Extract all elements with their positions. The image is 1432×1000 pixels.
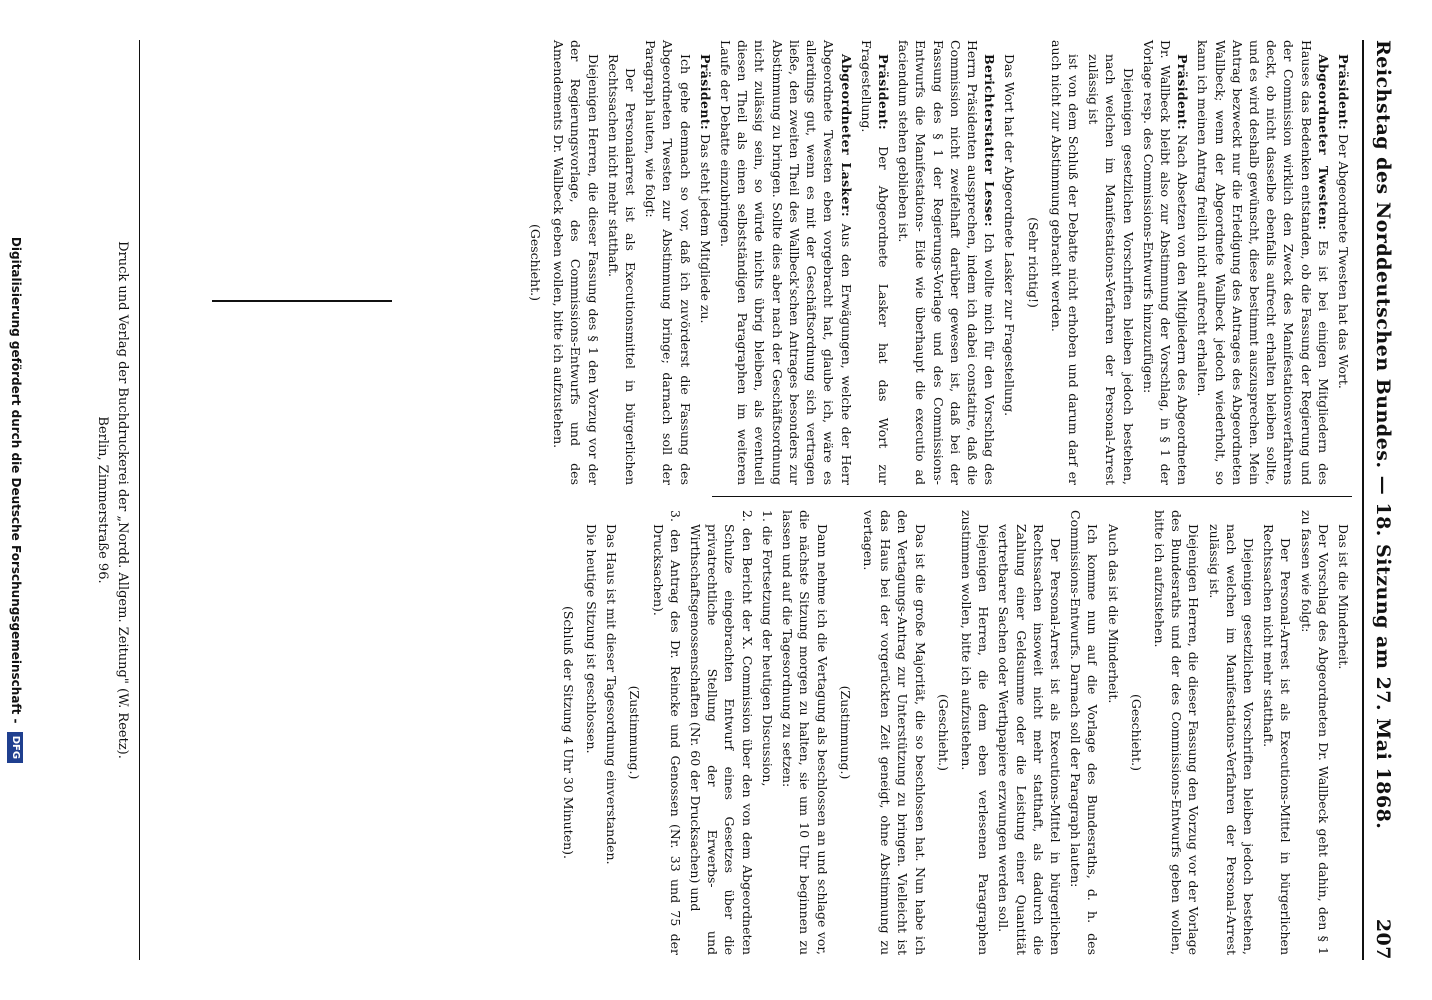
speech-text: Aus den Erwägungen, welche der Herr Abgeordnete Twesten eben vorgebracht hat, glaube ich, wäre es allerdings gut, wenn es mit der Geschäftsordnung sich vertragen ließe, den zweiten Theil des Wallbeck'schen Antrages besonders zur Abstimmung zu bringen. Sollte dies aber nach der Geschäftsordnung nicht zulässig sein, so würde nichts übrig bleiben, als eventuell diesen Theil als einen selbstständigen Paragraphen im weiteren Laufe der Debatte einzubringen.: [718, 40, 854, 485]
speech-paragraph: [1335, 40, 1352, 485]
stage-direction: (Sehr richtig!): [1025, 217, 1041, 308]
stage-direction: (Geschieht.): [935, 693, 951, 772]
speaker-name: Präsident:: [1175, 54, 1191, 131]
stage-direction: (Geschieht.): [528, 223, 544, 302]
paragraph: Das Wort hat der Abgeordnete Lasker zur Fragestellung.: [1002, 54, 1018, 417]
quoted-text: Diejenigen gesetzlichen Vorschriften bleiben jedoch bestehen, nach welchen im Manifestations-Verfahren der Personal-Arrest zulässig ist.: [1206, 524, 1256, 955]
paragraph: Das Haus ist mit dieser Tagesordnung einverstanden.: [604, 524, 620, 865]
paragraph: Diejenigen Herren, die dem eben verlesenen Paragraphen zustimmen wollen, bitte ich aufzustehen.: [958, 510, 992, 955]
paragraph: Dann nehme ich die Vertagung als beschlossen an und schlage vor, die nächste Sitzung morgen zu halten, sie um 10 Uhr beginnen zu lassen und auf die Tagesordnung zu setzen:: [780, 510, 830, 955]
paragraph: Das ist die große Majorität, die so beschlossen hat. Nun habe ich den Vertagungs-Antrag zur Unterstützung zu bringen. Vielleicht ist das Haus bei der vorgerückten Zeit geneigt, ohne Abstimmung zu vertagen.: [860, 510, 928, 955]
agenda-item: 3. den Antrag des Dr. Reincke und Genossen (Nr. 33 und 75 der Drucksachen).: [650, 510, 683, 955]
speech-text: Es ist bei einigen Mitgliedern des Hauses das Bedenken entstanden, ob die Fassung der Regierung und der Commission wirklich den Zweck des Manifestationsverfahrens deckt, ob nicht dasselbe ebenfalls aufrecht erhalten bleiben sollte, und es wird deshalb gewünscht, diese bestimmt auszusprechen. Mein Antrag bezweckt nur die Erledigung des Antrages des Abgeordneten Wallbeck; wenn der Abgeordnete Wallbeck jedoch wiederholt, so kann ich meinen Antrag freilich nicht aufrecht erhalten.: [1195, 40, 1331, 485]
speech-paragraph: [1194, 40, 1332, 485]
paragraph: Der Vorschlag des Abgeordneten Dr. Wallbeck geht dahin, den § 1 zu fassen wie folgt:: [1298, 510, 1331, 955]
dfg-logo: DFG: [8, 732, 24, 763]
right-column: [554, 510, 1352, 955]
stage-direction: (Geschieht.): [1128, 693, 1144, 772]
digitization-text: Digitalisierung gefördert durch die Deutsche Forschungsgemeinschaft -: [9, 236, 23, 724]
printer-line-2: Berlin, Zimmerstraße 96.: [95, 416, 110, 584]
agenda-item: 1. die Fortsetzung der heutigen Discussion,: [759, 510, 775, 787]
page-number: 207: [1372, 918, 1394, 960]
speaker-name: Präsident:: [875, 54, 891, 131]
running-header: [1366, 40, 1394, 960]
paragraph: ist von dem Schluß der Debatte nicht erhoben und darum darf er auch nicht zur Abstimmung gebracht werden.: [1048, 40, 1081, 485]
speech-paragraph: [895, 40, 998, 485]
speaker-name: Präsident:: [697, 54, 713, 131]
agenda-item: 2. den Bericht der X. Commission über den von dem Abgeordneten Schulze eingebrachten Entwurf eines Gesetzes über die privatrechtliche Stellung der Erwerbs- und Wirthschaftsgenossenschaften (Nr. 60 der Drucksachen) und: [688, 510, 755, 955]
speech-paragraph: [697, 40, 714, 485]
speaker-name: Abgeordneter Twesten:: [1315, 54, 1331, 231]
paragraph: Diejenigen Herren, die dieser Fassung den Vorzug vor der Vorlage des Bundesraths und der des Commissions-Entwurfs geben wollen, bitte ich aufzustehen.: [1151, 510, 1202, 955]
quoted-text: Der Personal-Arrest ist als Executions-Mittel in bürgerlichen Rechtssachen nicht mehr statthaft.: [1261, 524, 1294, 955]
speech-text: Der Abgeordnete Lasker hat das Wort zur Fragestellung.: [858, 40, 891, 485]
quoted-text: Der Personalarrest ist als Executionsmittel in bürgerlichen Rechtssachen nicht mehr statthaft.: [605, 54, 639, 485]
speech-text: Das steht jedem Mitgliede zu.: [697, 130, 713, 324]
speech-paragraph: [1140, 40, 1192, 485]
speech-text: Nach Absetzen von den Mitgliedern des Abgeordneten Dr. Wallbeck bleibt also zur Abstimmung der Vorschlag, in § 1 der Vorlage resp. des Commissions-Entwurfs hinzuzufügen:: [1140, 40, 1191, 485]
header-rule: [1362, 40, 1364, 960]
stage-direction: (Schluß der Sitzung 4 Uhr 30 Minuten).: [560, 605, 576, 859]
digitization-note: [5, 0, 27, 1000]
stage-direction: (Zustimmung.): [837, 685, 853, 780]
paragraph: Auch das ist die Minderheit.: [1105, 524, 1121, 704]
paragraph: Die heutige Sitzung ist geschlossen.: [584, 524, 600, 754]
printer-imprint: [92, 40, 132, 960]
quoted-text: Diejenigen gesetzlichen Vorschriften bleiben jedoch bestehen, nach welchen im Manifestations-Verfahren der Personal-Arrest zulässig ist: [1086, 54, 1136, 485]
left-column: [521, 40, 1352, 485]
paragraph: Das ist die Minderheit.: [1336, 524, 1351, 670]
paragraph: Ich gehe demnach so vor, daß ich zuvörderst die Fassung des Abgeordneten Twesten zur Abstimmung bringe; darnach soll der Paragraph lauten, wie folgt:: [643, 40, 693, 485]
speech-paragraph: [717, 40, 855, 485]
printer-line-1: Druck und Verlag der Buchdruckerei der „Nordd. Allgem. Zeitung" (W. Reetz).: [115, 241, 130, 759]
speaker-name: Präsident:: [1336, 54, 1351, 131]
speech-paragraph: [858, 40, 892, 485]
header-title: Reichstag des Norddeutschen Bundes. — 18. Sitzung am 27. Mai 1868.: [1372, 40, 1394, 830]
speaker-name: Abgeordneter Lasker:: [838, 54, 854, 217]
quoted-text: Der Personal-Arrest ist als Executions-Mittel in bürgerlichen Rechtssachen insoweit nicht mehr statthaft, als dadurch die Zahlung einer Geldsumme oder die Leistung einer Quantität vertretbarer Sachen oder Werthpapiere erzwungen werden soll.: [996, 524, 1063, 955]
column-divider: [712, 496, 1352, 497]
speech-text: Ich wollte mich für den Vorschlag des Herrn Präsidenten aussprechen, indem ich dabei constatire, daß die Commission nicht zweifelhaft darüber gewesen ist, daß bei der Fassung des § 1 der Regierungs-Vorlage und des Commissions-Entwurfs die Manifestations- Eide wie überhaupt die executio ad faciendum stehen geblieben ist.: [896, 40, 998, 486]
stage-direction: (Zustimmung.): [627, 685, 643, 780]
speaker-name: Berichterstatter Lesse:: [982, 54, 998, 227]
footer-rule: [139, 40, 140, 960]
speech-text: Der Abgeordnete Twesten hat das Wort.: [1336, 130, 1351, 389]
blank-area-rule: [212, 300, 392, 302]
paragraph: Ich komme nun auf die Vorlage des Bundesraths, d. h. des Commissions-Entwurfs. Darnach soll der Paragraph lauten:: [1068, 510, 1101, 955]
paragraph: Diejenigen Herren, die dieser Fassung des § 1 den Vorzug vor der der Regierungsvorlage, des Commissions-Entwurfs und des Amendements Dr. Wallbeck geben wollen, bitte ich aufzustehen.: [551, 40, 601, 485]
